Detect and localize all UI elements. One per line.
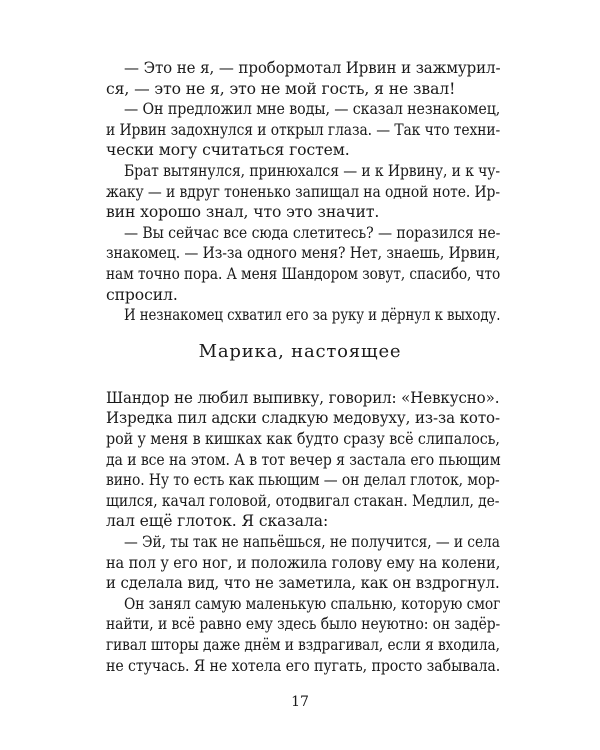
- text-line: да и все на этом. А в тот вечер я застала его пьющим: [106, 451, 501, 469]
- text-line: Изредка пил адски сладкую медовуху, из-за кото-: [106, 409, 500, 427]
- text-line: Брат вытянулся, принюхался — и к Ирвину, и к чу-: [124, 162, 500, 180]
- text-line: и сделала вид, что не заметила, как он вздрогнул.: [106, 574, 500, 592]
- text-line: жаку — и вдруг тоненько запищал на одной ноте. Ир-: [106, 183, 500, 201]
- text-line: лал ещё глоток. Я сказала:: [106, 512, 329, 530]
- text-line: найти, и всё равно ему здесь было неуютно: он задёр-: [106, 615, 501, 633]
- text-line: — Эй, ты так не напьёшься, не получится, — и села: [124, 533, 500, 551]
- text-line: спросил.: [106, 286, 178, 304]
- text-line: щился, качал головой, отодвигал стакан. Медлил, де-: [106, 492, 500, 510]
- text-line: гивал шторы даже днём и вздрагивал, если я входила,: [106, 636, 500, 654]
- text-line: знакомец. — Из-за одного меня? Нет, знаешь, Ирвин,: [106, 244, 501, 262]
- text-line: Шандор не любил выпивку, говорил: «Невкусно».: [106, 389, 500, 407]
- text-line: Он занял самую маленькую спальню, которую смог: [124, 595, 501, 613]
- text-line: ся, — это не я, это не мой гость, я не звал!: [106, 80, 456, 98]
- text-line: нам точно пора. А меня Шандором зовут, спасибо, что: [106, 265, 501, 283]
- text-line: — Он предложил мне воды, — сказал незнакомец,: [124, 100, 501, 118]
- text-line: и Ирвин задохнулся и открыл глаза. — Так что техни-: [106, 121, 501, 139]
- text-line: И незнакомец схватил его за руку и дёрнул к выходу.: [124, 306, 501, 324]
- text-line: рой у меня в кишках как будто сразу всё слипалось,: [106, 430, 500, 448]
- text-line: вино. Ну то есть как пьющим — он делал глоток, мор-: [106, 471, 500, 489]
- section-heading: Марика, настоящее: [198, 340, 402, 362]
- page-number: 17: [291, 694, 309, 710]
- text-line: не стучась. Я не хотела его пугать, просто забывала.: [106, 657, 501, 675]
- text-line: — Вы сейчас все сюда слетитесь? — поразился не-: [124, 224, 501, 242]
- text-line: чески могу считаться гостем.: [106, 141, 350, 159]
- text-line: на пол у его ног, и положила голову ему на колени,: [106, 554, 501, 572]
- text-line: вин хорошо знал, что это значит.: [106, 203, 380, 221]
- text-line: — Это не я, — пробормотал Ирвин и зажмурил-: [124, 59, 501, 77]
